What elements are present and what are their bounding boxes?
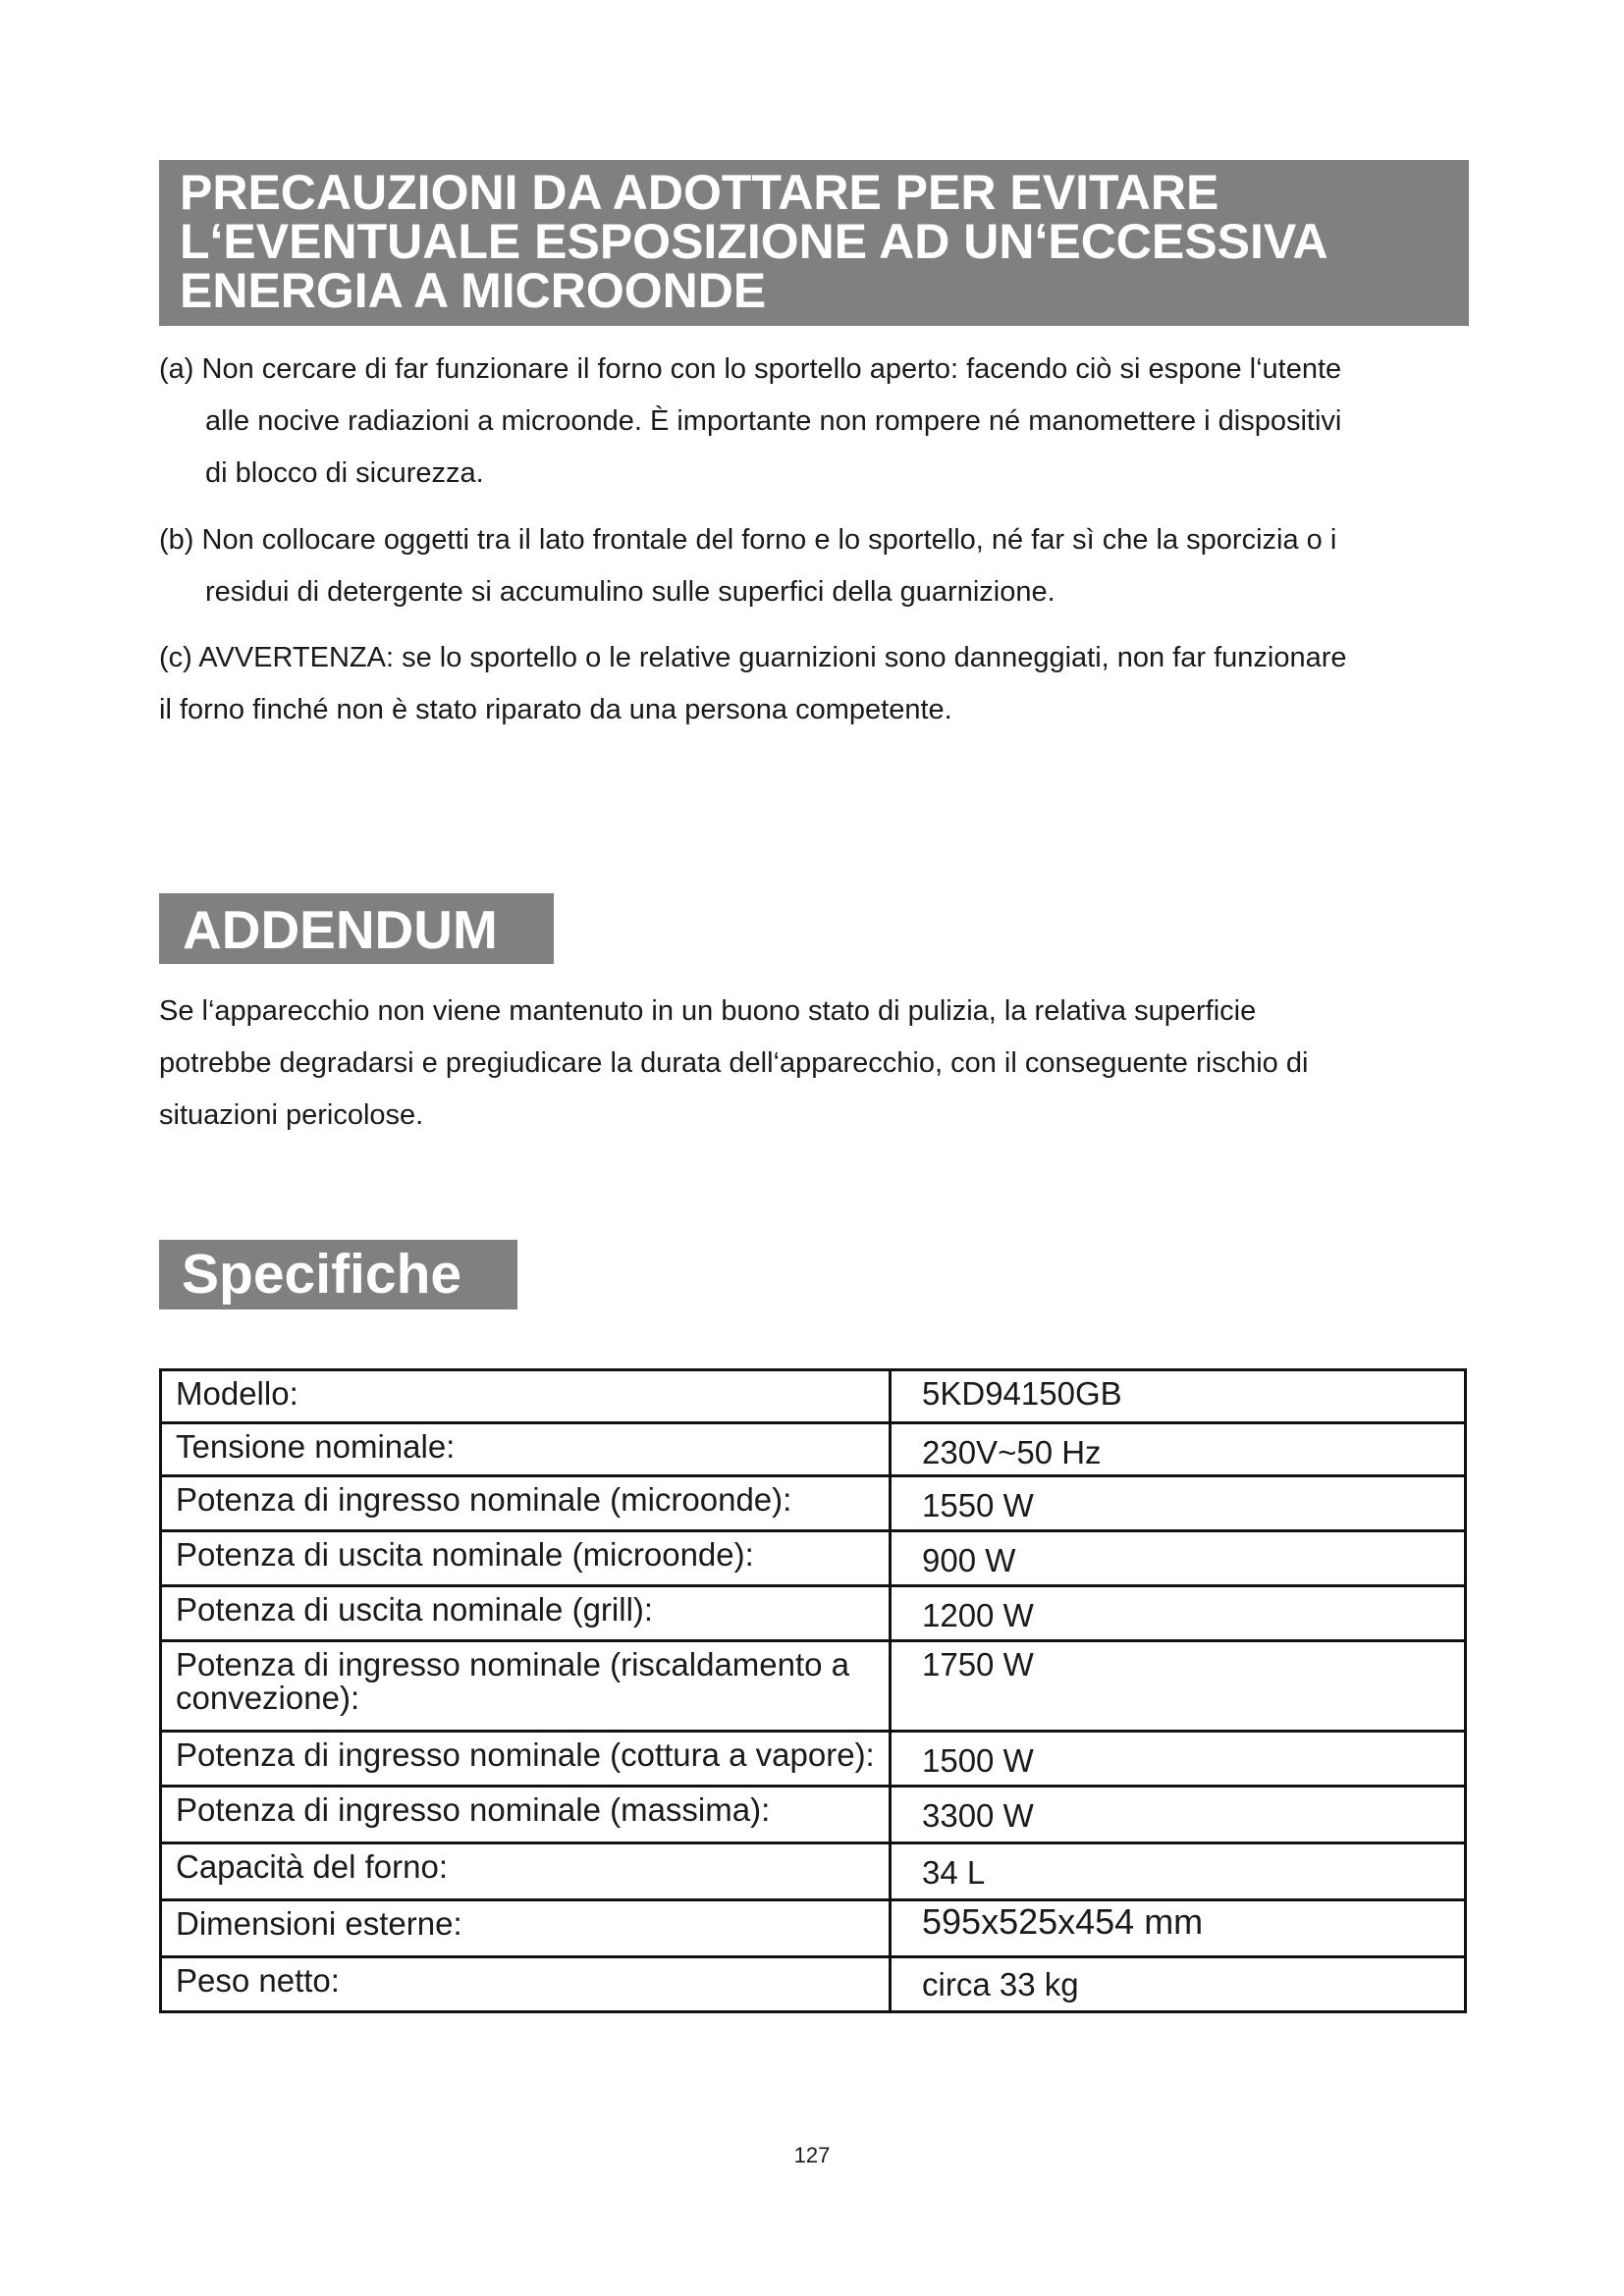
addendum-paragraph — [159, 986, 1308, 1142]
spec-value: 900 W — [891, 1531, 1466, 1586]
spec-value: 1500 W — [891, 1732, 1466, 1787]
spec-label: Potenza di uscita nominale (microonde): — [161, 1531, 891, 1586]
spec-label: Peso netto: — [161, 1957, 891, 2012]
addendum-heading: ADDENDUM — [159, 893, 554, 964]
table-row — [161, 1641, 1466, 1732]
precautions-heading-line-1: PRECAUZIONI DA ADOTTARE PER EVITARE — [180, 165, 1219, 220]
specs-table — [159, 1368, 1467, 2013]
precaution-item-c — [159, 632, 1347, 736]
table-row — [161, 1900, 1466, 1957]
precaution-item-a-line-1: (a) Non cercare di far funzionare il forno con lo sportello aperto: facendo ciò si espone l‘utente — [159, 353, 1342, 385]
spec-value: circa 33 kg — [891, 1957, 1466, 2012]
precaution-item-b-line-1: (b) Non collocare oggetti tra il lato frontale del forno e lo sportello, né far sì che la sporcizia o i — [159, 524, 1337, 556]
precaution-item-c-line-2: il forno finché non è stato riparato da una persona competente. — [159, 694, 952, 725]
spec-value: 1750 W — [891, 1641, 1466, 1732]
spec-label: Potenza di ingresso nominale (cottura a vapore): — [161, 1732, 891, 1787]
table-row — [161, 1531, 1466, 1586]
precautions-heading-line-3: ENERGIA A MICROONDE — [180, 263, 767, 318]
spec-value: 1550 W — [891, 1476, 1466, 1531]
spec-label: Capacità del forno: — [161, 1843, 891, 1900]
specs-heading: Specifiche — [159, 1240, 517, 1309]
addendum-line-1: Se l‘apparecchio non viene mantenuto in un buono stato di pulizia, la relativa superficie — [159, 995, 1257, 1027]
spec-label: Potenza di ingresso nominale (microonde): — [161, 1476, 891, 1531]
spec-label: Tensione nominale: — [161, 1423, 891, 1476]
spec-label: Potenza di ingresso nominale (massima): — [161, 1787, 891, 1843]
addendum-line-2: potrebbe degradarsi e pregiudicare la durata dell‘apparecchio, con il conseguente rischio di — [159, 1047, 1309, 1079]
spec-value: 595x525x454 mm — [891, 1900, 1466, 1957]
spec-value: 3300 W — [891, 1787, 1466, 1843]
table-row — [161, 1843, 1466, 1900]
spec-value: 5KD94150GB — [891, 1370, 1466, 1423]
spec-label: Potenza di uscita nominale (grill): — [161, 1586, 891, 1641]
table-row — [161, 1787, 1466, 1843]
table-row — [161, 1957, 1466, 2012]
spec-label: Dimensioni esterne: — [161, 1900, 891, 1957]
table-row — [161, 1476, 1466, 1531]
spec-value: 34 L — [891, 1843, 1466, 1900]
precautions-heading-line-2: L‘EVENTUALE ESPOSIZIONE AD UN‘ECCESSIVA — [180, 214, 1328, 269]
precautions-heading — [159, 160, 1469, 326]
addendum-line-3: situazioni pericolose. — [159, 1099, 424, 1131]
table-row — [161, 1586, 1466, 1641]
page-number: 127 — [793, 2143, 831, 2167]
table-row — [161, 1423, 1466, 1476]
precaution-item-a — [159, 344, 1341, 500]
table-row — [161, 1370, 1466, 1423]
precaution-item-a-line-2: alle nocive radiazioni a microonde. È importante non rompere né manomettere i dispositivi — [205, 405, 1342, 437]
precaution-item-b-line-2: residui di detergente si accumulino sulle superfici della guarnizione. — [205, 576, 1056, 608]
precaution-item-b — [159, 514, 1336, 618]
precaution-item-c-line-1: (c) AVVERTENZA: se lo sportello o le relative guarnizioni sono danneggiati, non far funzionare — [159, 642, 1347, 673]
spec-label: Potenza di ingresso nominale (riscaldamento a convezione): — [161, 1641, 891, 1732]
table-row — [161, 1732, 1466, 1787]
precaution-item-a-line-3: di blocco di sicurezza. — [205, 457, 484, 489]
spec-value: 1200 W — [891, 1586, 1466, 1641]
spec-label: Modello: — [161, 1370, 891, 1423]
spec-value: 230V~50 Hz — [891, 1423, 1466, 1476]
